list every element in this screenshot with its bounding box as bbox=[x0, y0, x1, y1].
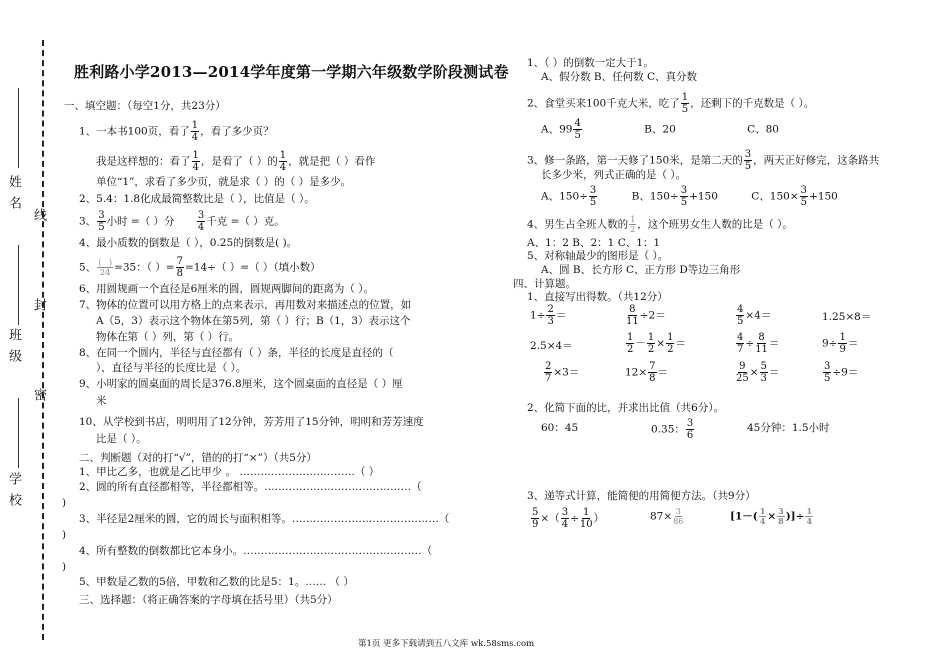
calc-r1c4: 1.25×8＝ bbox=[822, 311, 872, 323]
section3-heading: 三、选择题：（将正确答案的字母填在括号里）（共5分） bbox=[79, 594, 338, 606]
q1-1-explain: 我是这样想的：看了 $\frac{1}{4}$ ，是看了（ ）的 $\frac{1}{4}$ ，就是把（ ）看作 bbox=[96, 150, 376, 173]
calc-part3: 3、递等式计算，能简便的用简便方法。（共9分） bbox=[527, 490, 756, 502]
seal2-label: 密 bbox=[31, 388, 46, 403]
choice-4-options: A、1：2 B、2：1 C、1：1 bbox=[527, 237, 661, 249]
calc-part2: 2、化简下面的比，并求出比值（共6分）。 bbox=[527, 402, 725, 414]
q1-9b: 米 bbox=[96, 395, 107, 407]
calc-r1c2: $\frac{8}{11}$ ÷2＝ bbox=[626, 304, 666, 327]
q1-8b: ），直径与半径的长度比是（ ）。 bbox=[96, 362, 247, 374]
judge-2-close: ) bbox=[62, 497, 67, 509]
exam-title: 胜利路小学2013—2014学年度第一学期六年级数学阶段测试卷 bbox=[74, 63, 509, 81]
choice-5: 5、对称轴最少的图形是（ ）。 bbox=[527, 250, 669, 262]
q1-10b: 比是（ ）。 bbox=[96, 433, 147, 445]
choice-1: 1、（ ）的倒数一定大于1。 bbox=[527, 57, 654, 69]
choice-3-options: A、150÷ $\frac{3}{5}$ B、150÷ $\frac{3}{5}$ +150 C、150× $\frac{3}{5}$ +150 bbox=[541, 185, 838, 208]
choice-3: 3、修一条路，第一天修了150米，是第二天的 $\frac{3}{5}$ ，两天正好修完，这条路共 bbox=[527, 149, 880, 172]
expr-3: [1－( $\frac{1}{4}$ × $\frac{3}{8}$ )]÷ $\frac{1}{4}$ bbox=[730, 506, 813, 526]
ratio-3: 45分钟：1.5小时 bbox=[747, 422, 830, 434]
q1-3: 3、 $\frac{3}{5}$ 小时 =（ ）分 $\frac{3}{4}$ 千克 =（ ）克。 bbox=[79, 210, 285, 233]
calc-r3c2: 12× $\frac{7}{8}$ ＝ bbox=[625, 361, 669, 384]
calc-r3c3: $\frac{9}{25}$ × $\frac{5}{3}$ ＝ bbox=[736, 361, 780, 384]
q1-4: 4、最小质数的倒数是（ ），0.25的倒数是( )。 bbox=[79, 237, 298, 249]
q1-1: 1、一本书100页，看了 $\frac{1}{4}$ ，看了多少页？ bbox=[79, 120, 274, 143]
school-label: 学 校 bbox=[6, 472, 21, 509]
judge-4: 4、所有整数的倒数都比它本身小。……………………………………………（ bbox=[79, 545, 433, 557]
calc-part1: 1、直接写出得数。（共12分） bbox=[527, 291, 668, 303]
calc-r2c2: $\frac{1}{2}$ － $\frac{1}{2}$ × $\frac{1}{2}$ ＝ bbox=[627, 332, 686, 355]
choice-3-line2: 长多少米，列式正确的是（ ）。 bbox=[541, 169, 687, 181]
choice-4: 4、男生占全班人数的 $\frac{1}{2}$ ，这个班男女生人数的比是（ ）。 bbox=[527, 215, 793, 234]
seal-label: 封 bbox=[31, 298, 46, 313]
calc-r2c1: 2.5×4＝ bbox=[530, 340, 573, 352]
name-label: 姓 名 bbox=[6, 175, 21, 212]
q1-2: 2、5.4：1.8化成最简整数比是（ ），比值是（ ）。 bbox=[79, 193, 315, 205]
judge-3-close: ) bbox=[62, 529, 67, 541]
name-blank bbox=[18, 88, 19, 168]
section4-heading: 四、计算题。 bbox=[513, 278, 576, 290]
judge-1: 1、甲比乙多，也就是乙比甲少 。 ……………………………（ ） bbox=[79, 466, 380, 478]
line-label: 线 bbox=[31, 208, 46, 223]
q1-10a: 10、从学校到书店，明明用了12分钟，芳芳用了15分钟，明明和芳芳速度 bbox=[79, 416, 424, 428]
q1-7b: A（5，3）表示这个物体在第5列，第（ ）行；B（1，3）表示这个 bbox=[96, 315, 411, 327]
calc-r2c3: $\frac{4}{7}$ ÷ $\frac{8}{11}$ ＝ bbox=[737, 332, 780, 355]
binding-dashed-line bbox=[42, 40, 44, 640]
ratio-1: 60：45 bbox=[541, 422, 579, 434]
calc-r3c1: $\frac{2}{7}$ ×3＝ bbox=[545, 361, 580, 384]
page-footer: 第1页 更多下载请到五八文库 wk.58sms.com bbox=[358, 639, 535, 649]
section2-heading: 二、判断题（对的打“√”，错的的打“×”）（共5分） bbox=[79, 452, 317, 464]
class-label: 班 级 bbox=[6, 328, 21, 365]
calc-r1c3: $\frac{4}{5}$ ×4＝ bbox=[737, 304, 772, 327]
choice-2: 2、食堂买来100千克大米，吃了 $\frac{1}{5}$ ，还剩下的千克数是（ ）。 bbox=[527, 92, 815, 115]
q1-7a: 7、物体的位置可以用方格上的点来表示，再用数对来描述点的位置，如 bbox=[79, 299, 412, 311]
choice-5-options: A、圆 B、长方形 C、正方形 D等边三角形 bbox=[541, 264, 741, 276]
q1-1-explain-2: 单位“1”，求看了多少页，就是求（ ）的（ ）是多少。 bbox=[96, 176, 352, 188]
calc-r1c1: 1÷ $\frac{2}{3}$ ＝ bbox=[530, 304, 567, 327]
expr-2: 87× $\frac{3}{86}$ bbox=[650, 507, 684, 526]
school-blank bbox=[18, 398, 19, 468]
ratio-2: 0.35： $\frac{3}{6}$ bbox=[651, 418, 694, 441]
class-blank bbox=[18, 245, 19, 325]
q1-9a: 9、小明家的圆桌面的周长是376.8厘米，这个圆桌面的直径是（ ）厘 bbox=[79, 378, 403, 390]
section1-heading: 一、填空题：（每空1分，共23分） bbox=[64, 100, 226, 112]
expr-1: $\frac{5}{9}$ ×（ $\frac{3}{4}$ ÷ $\frac{1}{10}$ ） bbox=[532, 507, 605, 530]
q1-6: 6、用圆规画一个直径是6厘米的圆，圆规两脚间的距离为（ ）。 bbox=[79, 283, 374, 295]
calc-r2c4: 9÷ $\frac{1}{9}$ ＝ bbox=[822, 332, 859, 355]
calc-r3c4: $\frac{3}{5}$ ÷9＝ bbox=[824, 361, 859, 384]
judge-2: 2、圆的所有直径都相等，半径都相等。……………………………………（ bbox=[79, 481, 422, 493]
judge-4-close: ) bbox=[62, 561, 67, 573]
judge-5: 5、甲数是乙数的5倍，甲数和乙数的比是5：1。…… （ ） bbox=[79, 576, 354, 588]
choice-2-options: A、99 $\frac{4}{5}$ B、20 C、80 bbox=[541, 118, 779, 141]
judge-3: 3、半径是2厘米的圆，它的周长与面积相等。……………………………………（ bbox=[79, 513, 450, 525]
q1-8a: 8、在同一个圆内，半径与直径都有（ ）条，半径的长度是直径的（ bbox=[79, 347, 394, 359]
choice-1-options: A、假分数 B、任何数 C、真分数 bbox=[541, 71, 698, 83]
q1-7c: 物体在第（ ）列，第（ ）行。 bbox=[96, 331, 240, 343]
q1-5: 5、 ( ) 24 =35：（ ）= $\frac{7}{8}$ =14÷（ ）=（ ）（填小数） bbox=[79, 256, 321, 279]
